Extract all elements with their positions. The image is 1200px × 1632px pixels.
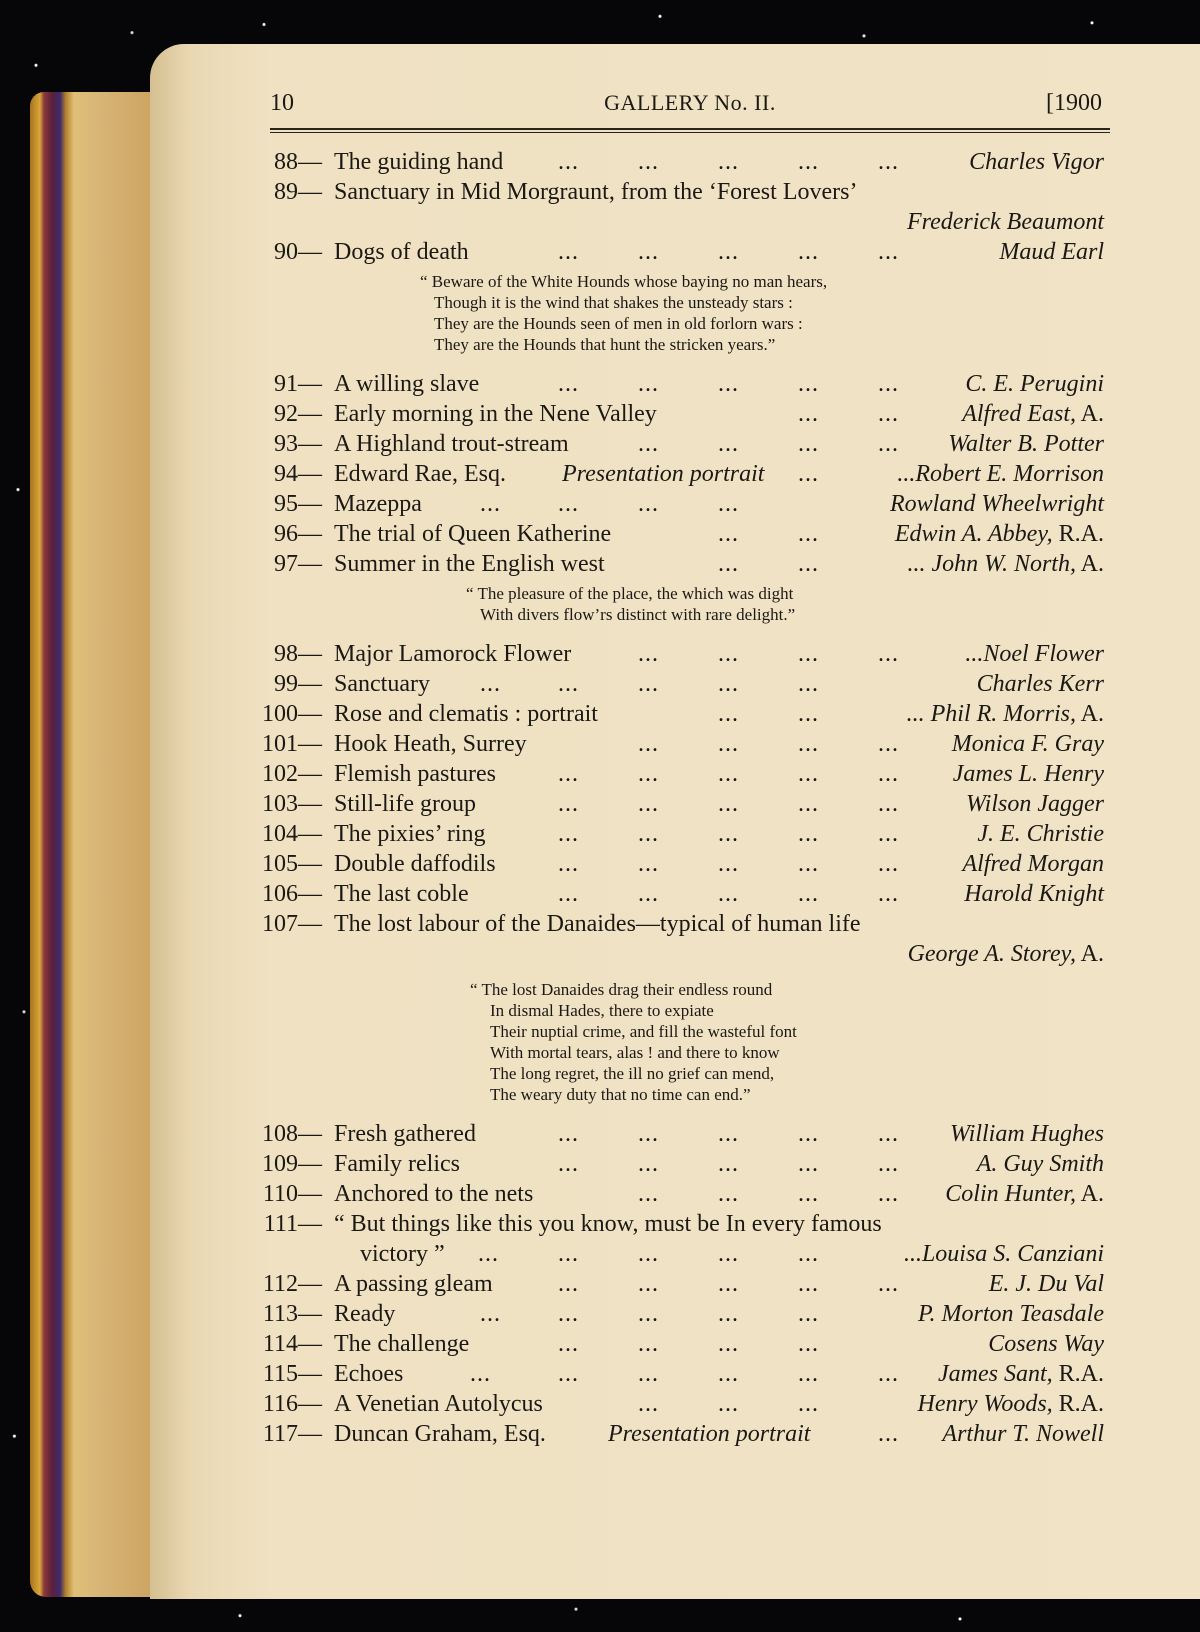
leader-dots: ... xyxy=(558,149,579,175)
leader-dots: ... xyxy=(798,851,819,877)
entry-101 xyxy=(262,729,1110,759)
leader-dots: ... xyxy=(798,701,819,727)
entry-number: 102— xyxy=(262,761,322,787)
leader-dots: ... xyxy=(878,641,899,667)
leader-dots: ... xyxy=(558,491,579,517)
entry-111 xyxy=(263,1209,1110,1239)
leader-dots: ... xyxy=(878,1271,899,1297)
entry-artist: George A. Storey, A. xyxy=(907,941,1104,967)
entry-artist: Cosens Way xyxy=(988,1331,1104,1357)
catalogue-page xyxy=(262,84,1110,1449)
entry-93 xyxy=(270,429,1110,459)
entry-94 xyxy=(270,459,1110,489)
leader-dots: ... xyxy=(878,761,899,787)
leader-dots: ... xyxy=(798,761,819,787)
entry-number: 91— xyxy=(274,371,322,397)
leader-dots: ... xyxy=(638,149,659,175)
leader-dots: ... xyxy=(558,881,579,907)
page-title: GALLERY No. II. xyxy=(604,90,776,115)
leader-dots: ... xyxy=(878,1361,899,1387)
leader-dots: ... xyxy=(558,761,579,787)
leader-dots: ... xyxy=(718,821,739,847)
entry-artist: Monica F. Gray xyxy=(951,731,1104,757)
leader-dots: ... xyxy=(718,791,739,817)
entry-number: 106— xyxy=(262,881,322,907)
quote-line: They are the Hounds that hunt the stricken years.” xyxy=(434,335,776,354)
quote-line: Though it is the wind that shakes the unsteady stars : xyxy=(434,293,793,312)
entry-artist: Colin Hunter, A. xyxy=(945,1181,1104,1207)
leader-dots: ... xyxy=(878,401,899,427)
entry-number: 104— xyxy=(262,821,322,847)
entry-88 xyxy=(270,147,1110,177)
entry-number: 115— xyxy=(262,1361,322,1387)
leader-dots: ... xyxy=(798,641,819,667)
entry-title: Fresh gathered xyxy=(334,1121,476,1147)
entry-artist: James L. Henry xyxy=(952,761,1104,787)
leader-dots: ... xyxy=(470,1361,491,1387)
entry-title: “ But things like this you know, must be In every famous xyxy=(334,1211,882,1237)
leader-dots: ... xyxy=(878,851,899,877)
entry-title: Sanctuary in Mid Morgraunt, from the ‘Forest Lovers’ xyxy=(334,179,858,205)
leader-dots: ... xyxy=(878,149,899,175)
entry-112 xyxy=(262,1269,1110,1299)
leader-dots: ... xyxy=(798,401,819,427)
entry-92 xyxy=(270,399,1110,429)
leader-dots: ... xyxy=(798,1361,819,1387)
leader-dots: ... xyxy=(558,851,579,877)
entry-title: The lost labour of the Danaides—typical of human life xyxy=(334,911,861,937)
entry-91 xyxy=(270,369,1110,399)
leader-dots: ... xyxy=(638,731,659,757)
entry-artist: William Hughes xyxy=(950,1121,1104,1147)
leader-dots: ... xyxy=(798,791,819,817)
leader-dots: ... xyxy=(558,239,579,265)
leader-dots: ... xyxy=(718,1151,739,1177)
entry-98 xyxy=(270,639,1110,669)
entry-title: The last coble xyxy=(334,881,469,907)
entry-title: Ready xyxy=(334,1301,396,1327)
entry-104 xyxy=(262,819,1110,849)
leader-dots: ... xyxy=(798,1331,819,1357)
entry-111-continuation xyxy=(270,1239,1110,1269)
leader-dots: ... xyxy=(638,1181,659,1207)
entry-116 xyxy=(262,1389,1110,1419)
entry-number: 99— xyxy=(274,671,322,697)
entry-artist: James Sant, R.A. xyxy=(938,1361,1104,1387)
entry-title: A passing gleam xyxy=(334,1271,493,1297)
leader-dots: ... xyxy=(718,551,739,577)
leader-dots: ... xyxy=(878,431,899,457)
leader-dots: ... xyxy=(718,1391,739,1417)
leader-dots: ... xyxy=(638,671,659,697)
leader-dots: ... xyxy=(638,761,659,787)
entry-115 xyxy=(262,1359,1110,1389)
quote-line: The weary duty that no time can end.” xyxy=(490,1085,751,1104)
leader-dots: ... xyxy=(718,701,739,727)
leader-dots: ... xyxy=(798,821,819,847)
entry-number: 89— xyxy=(274,179,322,205)
leader-dots: ... xyxy=(638,1121,659,1147)
entry-artist: Rowland Wheelwright xyxy=(890,491,1104,517)
entry-artist: P. Morton Teasdale xyxy=(917,1301,1104,1327)
entry-title: The pixies’ ring xyxy=(334,821,486,847)
entry-title: Still-life group xyxy=(334,791,476,817)
leader-dots: ... xyxy=(638,239,659,265)
leader-dots: ... xyxy=(718,521,739,547)
leader-dots: ... xyxy=(798,1301,819,1327)
entry-105 xyxy=(262,849,1110,879)
quote-line: “ Beware of the White Hounds whose baying no man hears, xyxy=(420,272,828,291)
leader-dots: ... xyxy=(718,1271,739,1297)
entry-artist: Wilson Jagger xyxy=(966,791,1104,817)
entry-artist: Charles Vigor xyxy=(969,149,1104,175)
entry-number: 103— xyxy=(262,791,322,817)
leader-dots: ... xyxy=(638,371,659,397)
leader-dots: ... xyxy=(638,1331,659,1357)
entry-100 xyxy=(262,699,1110,729)
leader-dots: ... xyxy=(798,881,819,907)
quote-line: In dismal Hades, there to expiate xyxy=(490,1001,714,1020)
entry-number: 105— xyxy=(262,851,322,877)
leader-dots: ... xyxy=(718,1361,739,1387)
entry-number: 88— xyxy=(274,149,322,175)
entry-108 xyxy=(262,1119,1110,1149)
entry-title: The guiding hand xyxy=(334,149,504,175)
entry-title: Duncan Graham, Esq. xyxy=(334,1421,546,1447)
entry-number: 110— xyxy=(262,1181,322,1207)
leader-dots: ... xyxy=(638,641,659,667)
quote-line: With mortal tears, alas ! and there to know xyxy=(490,1043,780,1062)
entry-title: The trial of Queen Katherine xyxy=(334,521,612,547)
entry-title: Hook Heath, Surrey xyxy=(334,731,527,757)
entry-103 xyxy=(262,789,1110,819)
leader-dots: ... xyxy=(558,1271,579,1297)
entry-artist: ...Noel Flower xyxy=(965,641,1104,667)
leader-dots: ... xyxy=(558,791,579,817)
leader-dots: ... xyxy=(878,371,899,397)
entry-artist: Charles Kerr xyxy=(976,671,1104,697)
entry-title: Echoes xyxy=(334,1361,404,1387)
entry-note: Presentation portrait xyxy=(608,1421,811,1447)
leader-dots: ... xyxy=(798,461,819,487)
leader-dots: ... xyxy=(878,1121,899,1147)
leader-dots: ... xyxy=(480,671,501,697)
quote-summer xyxy=(466,583,1110,625)
entry-title: Rose and clematis : portrait xyxy=(334,701,598,727)
leader-dots: ... xyxy=(638,791,659,817)
entry-110 xyxy=(262,1179,1110,1209)
entry-title: A Venetian Autolycus xyxy=(334,1391,543,1417)
leader-dots: ... xyxy=(718,239,739,265)
entry-number: 93— xyxy=(274,431,322,457)
leader-dots: ... xyxy=(718,1301,739,1327)
leader-dots: ... xyxy=(558,1151,579,1177)
entry-artist: C. E. Perugini xyxy=(965,371,1104,397)
leader-dots: ... xyxy=(718,851,739,877)
entry-title: Family relics xyxy=(334,1151,460,1177)
leader-dots: ... xyxy=(558,1121,579,1147)
entry-artist: Edwin A. Abbey, R.A. xyxy=(894,521,1104,547)
entry-artist: ...Robert E. Morrison xyxy=(897,461,1104,487)
year: [1900 xyxy=(1046,90,1102,116)
entry-99 xyxy=(270,669,1110,699)
entry-96 xyxy=(270,519,1110,549)
leader-dots: ... xyxy=(878,731,899,757)
entry-artist: Walter B. Potter xyxy=(948,431,1104,457)
leader-dots: ... xyxy=(878,1421,899,1447)
entry-number: 101— xyxy=(262,731,322,757)
entry-number: 112— xyxy=(262,1271,322,1297)
leader-dots: ... xyxy=(798,1271,819,1297)
leader-dots: ... xyxy=(798,1241,819,1267)
quote-dogs-of-death xyxy=(420,271,1110,355)
leader-dots: ... xyxy=(480,1301,501,1327)
leader-dots: ... xyxy=(558,1241,579,1267)
leader-dots: ... xyxy=(558,1301,579,1327)
leader-dots: ... xyxy=(718,641,739,667)
leader-dots: ... xyxy=(638,1391,659,1417)
entry-107-artist-line xyxy=(270,939,1110,969)
entry-title: Summer in the English west xyxy=(334,551,605,577)
leader-dots: ... xyxy=(718,431,739,457)
entry-number: 111— xyxy=(263,1211,322,1237)
entry-number: 94— xyxy=(274,461,322,487)
entry-title: Anchored to the nets xyxy=(334,1181,534,1207)
leader-dots: ... xyxy=(558,1361,579,1387)
entry-title: A willing slave xyxy=(334,371,480,397)
entry-102 xyxy=(262,759,1110,789)
leader-dots: ... xyxy=(558,671,579,697)
leader-dots: ... xyxy=(878,791,899,817)
book-page-edges xyxy=(30,92,170,1597)
leader-dots: ... xyxy=(638,851,659,877)
leader-dots: ... xyxy=(638,491,659,517)
entry-title: Sanctuary xyxy=(334,671,430,697)
leader-dots: ... xyxy=(878,821,899,847)
leader-dots: ... xyxy=(558,1331,579,1357)
leader-dots: ... xyxy=(638,1301,659,1327)
entry-title: A Highland trout-stream xyxy=(334,431,569,457)
entry-number: 95— xyxy=(274,491,322,517)
entry-title: Flemish pastures xyxy=(334,761,496,787)
entry-number: 114— xyxy=(262,1331,322,1357)
quote-line: The long regret, the ill no grief can mend, xyxy=(490,1064,775,1083)
entry-number: 92— xyxy=(274,401,322,427)
leader-dots: ... xyxy=(798,671,819,697)
leader-dots: ... xyxy=(798,521,819,547)
leader-dots: ... xyxy=(798,1151,819,1177)
leader-dots: ... xyxy=(718,1181,739,1207)
leader-dots: ... xyxy=(638,821,659,847)
entry-117 xyxy=(262,1419,1110,1449)
entry-number: 96— xyxy=(274,521,322,547)
leader-dots: ... xyxy=(718,1331,739,1357)
leader-dots: ... xyxy=(798,551,819,577)
entry-109 xyxy=(262,1149,1110,1179)
leader-dots: ... xyxy=(718,881,739,907)
quote-line: “ The lost Danaides drag their endless round xyxy=(470,980,773,999)
leader-dots: ... xyxy=(798,431,819,457)
leader-dots: ... xyxy=(478,1241,499,1267)
entry-number: 117— xyxy=(262,1421,322,1447)
entry-106 xyxy=(262,879,1110,909)
entry-artist: ...Louisa S. Canziani xyxy=(903,1241,1104,1267)
entry-title: The challenge xyxy=(334,1331,470,1357)
leader-dots: ... xyxy=(878,239,899,265)
entry-114 xyxy=(262,1329,1110,1359)
running-header xyxy=(270,84,1110,124)
entry-artist: Alfred Morgan xyxy=(962,851,1104,877)
leader-dots: ... xyxy=(798,1391,819,1417)
entry-artist: J. E. Christie xyxy=(977,821,1104,847)
entry-artist: Henry Woods, R.A. xyxy=(917,1391,1104,1417)
entry-artist: E. J. Du Val xyxy=(988,1271,1104,1297)
leader-dots: ... xyxy=(718,371,739,397)
entry-title: Double daffodils xyxy=(334,851,496,877)
entry-number: 108— xyxy=(262,1121,322,1147)
leader-dots: ... xyxy=(638,431,659,457)
leader-dots: ... xyxy=(798,239,819,265)
entry-artist: Harold Knight xyxy=(964,881,1104,907)
quote-line: They are the Hounds seen of men in old forlorn wars : xyxy=(434,314,803,333)
entry-97 xyxy=(270,549,1110,579)
leader-dots: ... xyxy=(878,1181,899,1207)
entry-number: 107— xyxy=(262,911,322,937)
entry-title: Major Lamorock Flower xyxy=(334,641,572,667)
header-rule xyxy=(270,128,1110,133)
leader-dots: ... xyxy=(798,731,819,757)
entry-number: 113— xyxy=(262,1301,322,1327)
entry-artist: ... John W. North, A. xyxy=(907,551,1104,577)
entry-number: 97— xyxy=(274,551,322,577)
leader-dots: ... xyxy=(718,671,739,697)
leader-dots: ... xyxy=(718,1121,739,1147)
leader-dots: ... xyxy=(798,371,819,397)
entry-89 xyxy=(270,177,1110,207)
leader-dots: ... xyxy=(878,1151,899,1177)
entry-title-continued: victory ” xyxy=(360,1241,445,1267)
entry-number: 109— xyxy=(262,1151,322,1177)
entry-artist: Alfred East, A. xyxy=(962,401,1104,427)
leader-dots: ... xyxy=(480,491,501,517)
leader-dots: ... xyxy=(718,731,739,757)
leader-dots: ... xyxy=(638,1151,659,1177)
entry-95 xyxy=(270,489,1110,519)
entry-artist: Arthur T. Nowell xyxy=(942,1421,1104,1447)
leader-dots: ... xyxy=(718,761,739,787)
entry-number: 116— xyxy=(262,1391,322,1417)
leader-dots: ... xyxy=(638,1241,659,1267)
entry-title: Early morning in the Nene Valley xyxy=(334,401,657,427)
entry-107 xyxy=(262,909,1110,939)
entry-number: 90— xyxy=(274,239,322,265)
entry-artist: Frederick Beaumont xyxy=(906,209,1104,235)
page-number: 10 xyxy=(270,90,294,116)
entry-artist: Maud Earl xyxy=(999,239,1104,265)
entry-artist: ... Phil R. Morris, A. xyxy=(906,701,1104,727)
leader-dots: ... xyxy=(558,821,579,847)
quote-line: Their nuptial crime, and fill the wasteful font xyxy=(490,1022,797,1041)
entry-90 xyxy=(270,237,1110,267)
leader-dots: ... xyxy=(798,1181,819,1207)
leader-dots: ... xyxy=(718,1241,739,1267)
leader-dots: ... xyxy=(718,149,739,175)
entry-title: Mazeppa xyxy=(334,491,422,517)
quote-danaides xyxy=(470,979,1110,1105)
entry-113 xyxy=(262,1299,1110,1329)
entry-title: Edward Rae, Esq. xyxy=(334,461,506,487)
leader-dots: ... xyxy=(798,1121,819,1147)
entry-title: Dogs of death xyxy=(334,239,469,265)
leader-dots: ... xyxy=(798,149,819,175)
leader-dots: ... xyxy=(638,881,659,907)
entry-note: Presentation portrait xyxy=(562,461,765,487)
leader-dots: ... xyxy=(638,1271,659,1297)
entry-number: 98— xyxy=(274,641,322,667)
quote-line: With divers flow’rs distinct with rare delight.” xyxy=(480,605,796,624)
quote-line: “ The pleasure of the place, the which was dight xyxy=(466,584,794,603)
entry-number: 100— xyxy=(262,701,322,727)
leader-dots: ... xyxy=(718,491,739,517)
entry-89-artist-line xyxy=(270,207,1110,237)
leader-dots: ... xyxy=(638,1361,659,1387)
leader-dots: ... xyxy=(878,881,899,907)
entry-artist: A. Guy Smith xyxy=(976,1151,1104,1177)
leader-dots: ... xyxy=(558,371,579,397)
